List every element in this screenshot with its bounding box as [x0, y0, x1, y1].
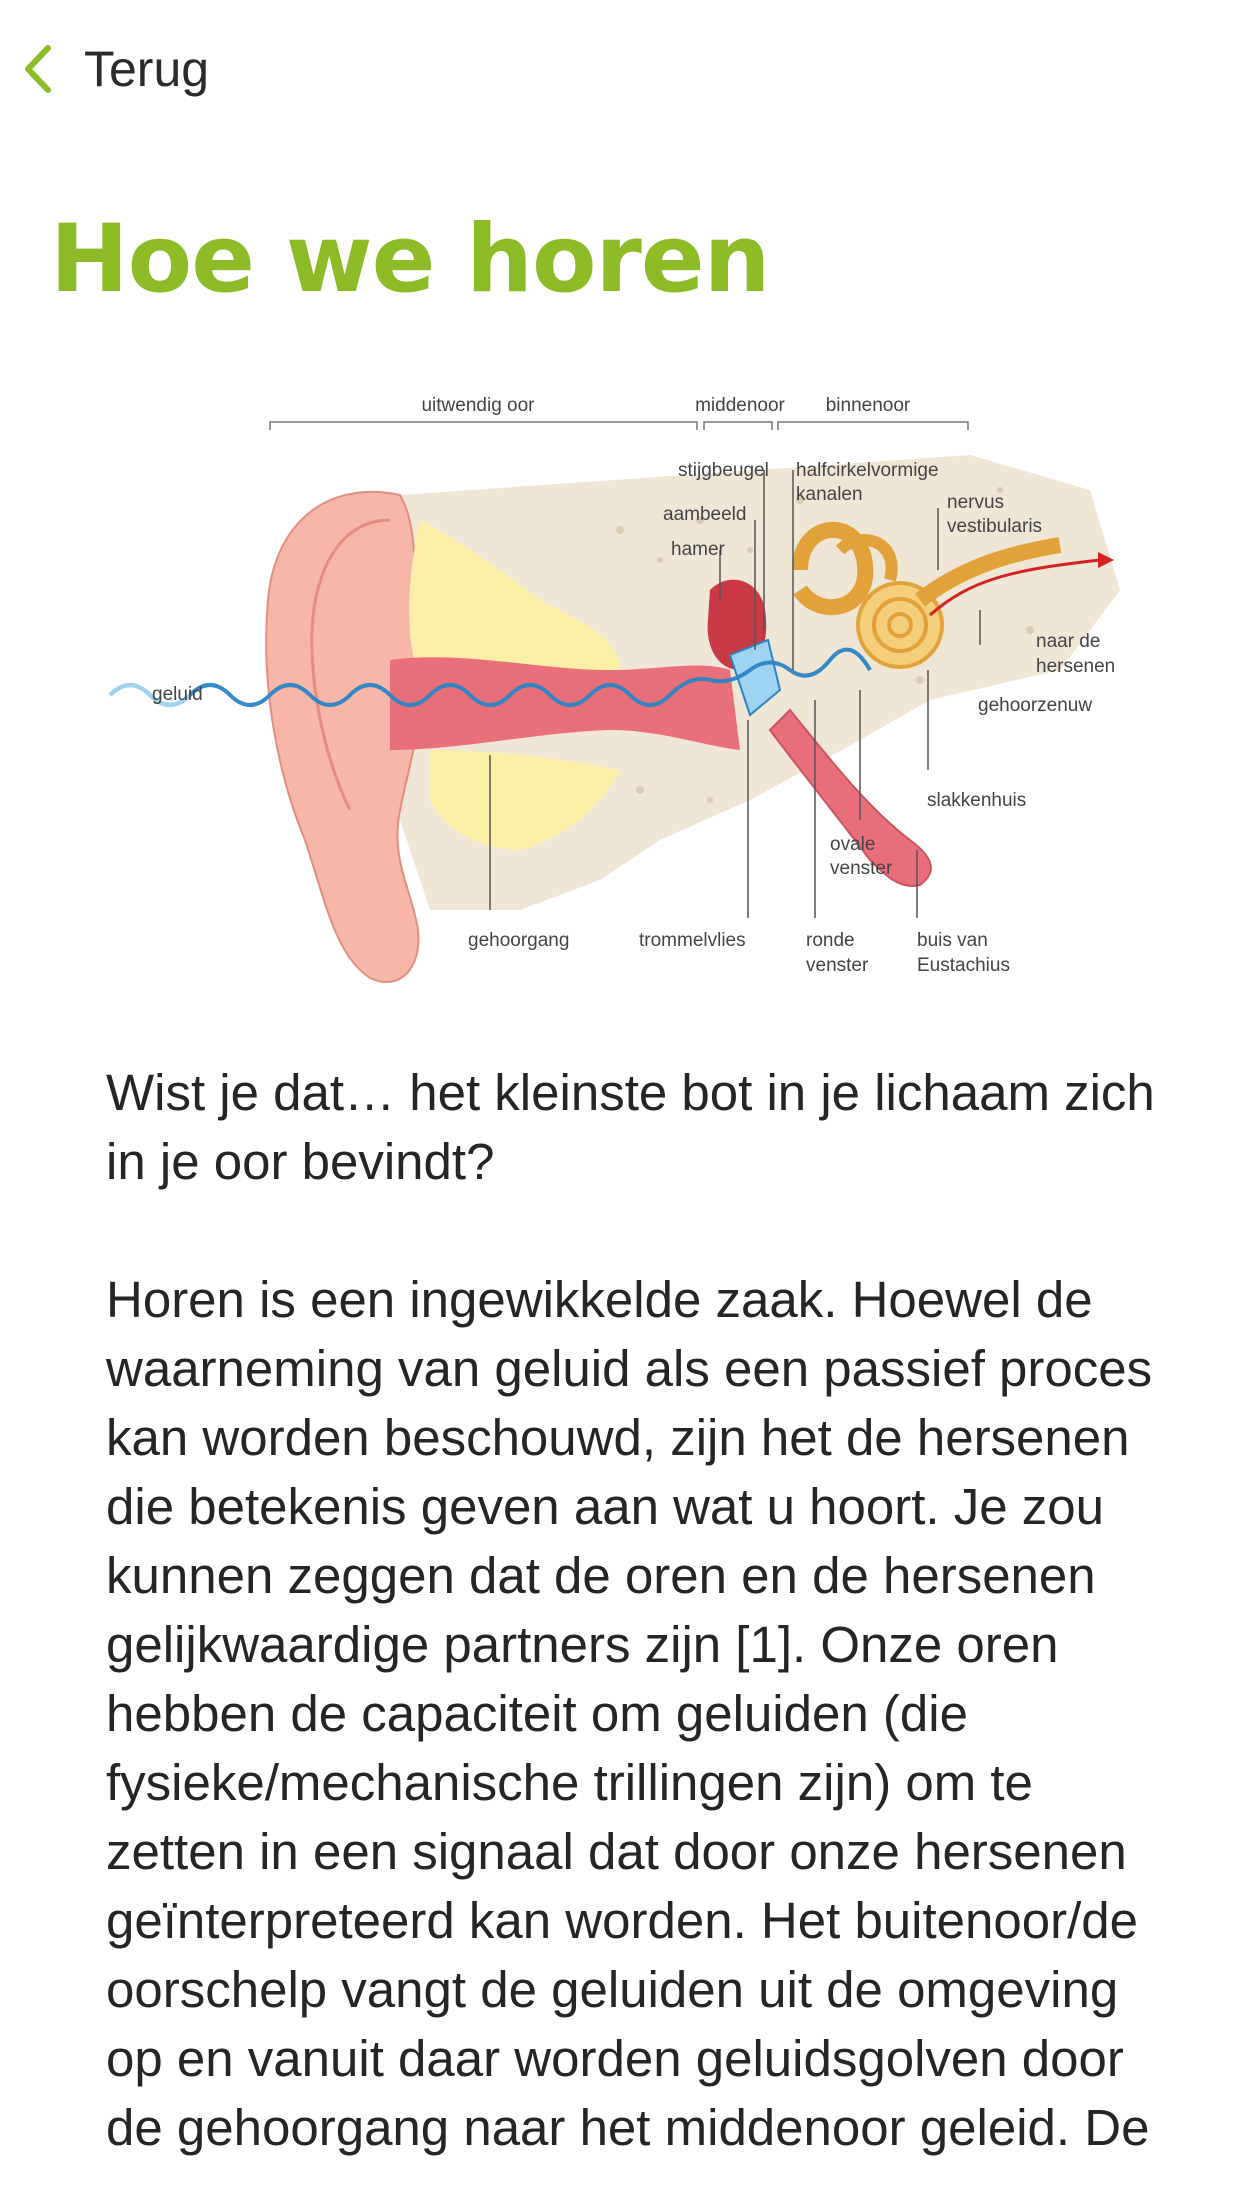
label-gehoorgang: gehoorgang: [468, 930, 570, 951]
label-buis-van: buis van: [917, 930, 988, 951]
label-trommelvlies: trommelvlies: [639, 930, 746, 951]
label-ronde: ronde: [806, 930, 855, 951]
label-middenoor: middenoor: [695, 395, 785, 416]
label-uitwendig-oor: uitwendig oor: [421, 395, 535, 416]
back-label: Terug: [84, 41, 210, 97]
back-button[interactable]: [22, 36, 209, 102]
label-gehoorzenuw: gehoorzenuw: [978, 695, 1093, 716]
section-brackets: [270, 422, 968, 430]
label-venster-ovaal: venster: [830, 858, 893, 879]
article-paragraph: Horen is een ingewikkelde zaak. Hoewel de waarneming van geluid als een passief proces kan worden beschouwd, zijn het de hersenen die betekenis geven aan wat u hoort. Je zou kunnen zeggen dat de oren en de hersenen gelijkwaardige partners zijn [1]. Onze oren hebben de capaciteit om geluiden (die fysieke/mechanische trillingen zijn) om te zetten in een signaal dat door onze hersenen geïnterpreteerd kan worden. Het buitenoor/de oorschelp vangt de geluiden uit de omgeving op en vanuit daar worden geluidsgolven door de gehoorgang naar het middenoor geleid. De: [106, 1271, 1153, 2156]
intro-text: Wist je dat… het kleinste bot in je lichaam zich in je oor bevindt?: [106, 1064, 1155, 1190]
label-vestibularis: vestibularis: [947, 516, 1043, 537]
label-halfcirkelvormige: halfcirkelvormige: [796, 460, 939, 481]
label-slakkenhuis: slakkenhuis: [927, 790, 1027, 811]
page-title: Hoe we horen: [50, 205, 770, 314]
navigation-bar: [0, 0, 1242, 140]
label-aambeeld: aambeeld: [663, 504, 747, 525]
label-ovale: ovale: [830, 834, 876, 855]
ear-anatomy-diagram: [100, 370, 1140, 990]
chevron-left-icon: [22, 44, 54, 94]
label-stijgbeugel: stijgbeugel: [678, 460, 769, 481]
label-eustachius: Eustachius: [917, 955, 1010, 976]
label-binnenoor: binnenoor: [825, 395, 911, 416]
article-body: [106, 1058, 1166, 2162]
label-hersenen: hersenen: [1036, 656, 1116, 677]
label-venster-rond: venster: [806, 955, 869, 976]
label-nervus: nervus: [947, 492, 1005, 513]
label-geluid: geluid: [152, 684, 203, 705]
label-naar-de: naar de: [1036, 631, 1101, 652]
label-kanalen: kanalen: [796, 484, 863, 505]
label-hamer: hamer: [671, 539, 725, 560]
